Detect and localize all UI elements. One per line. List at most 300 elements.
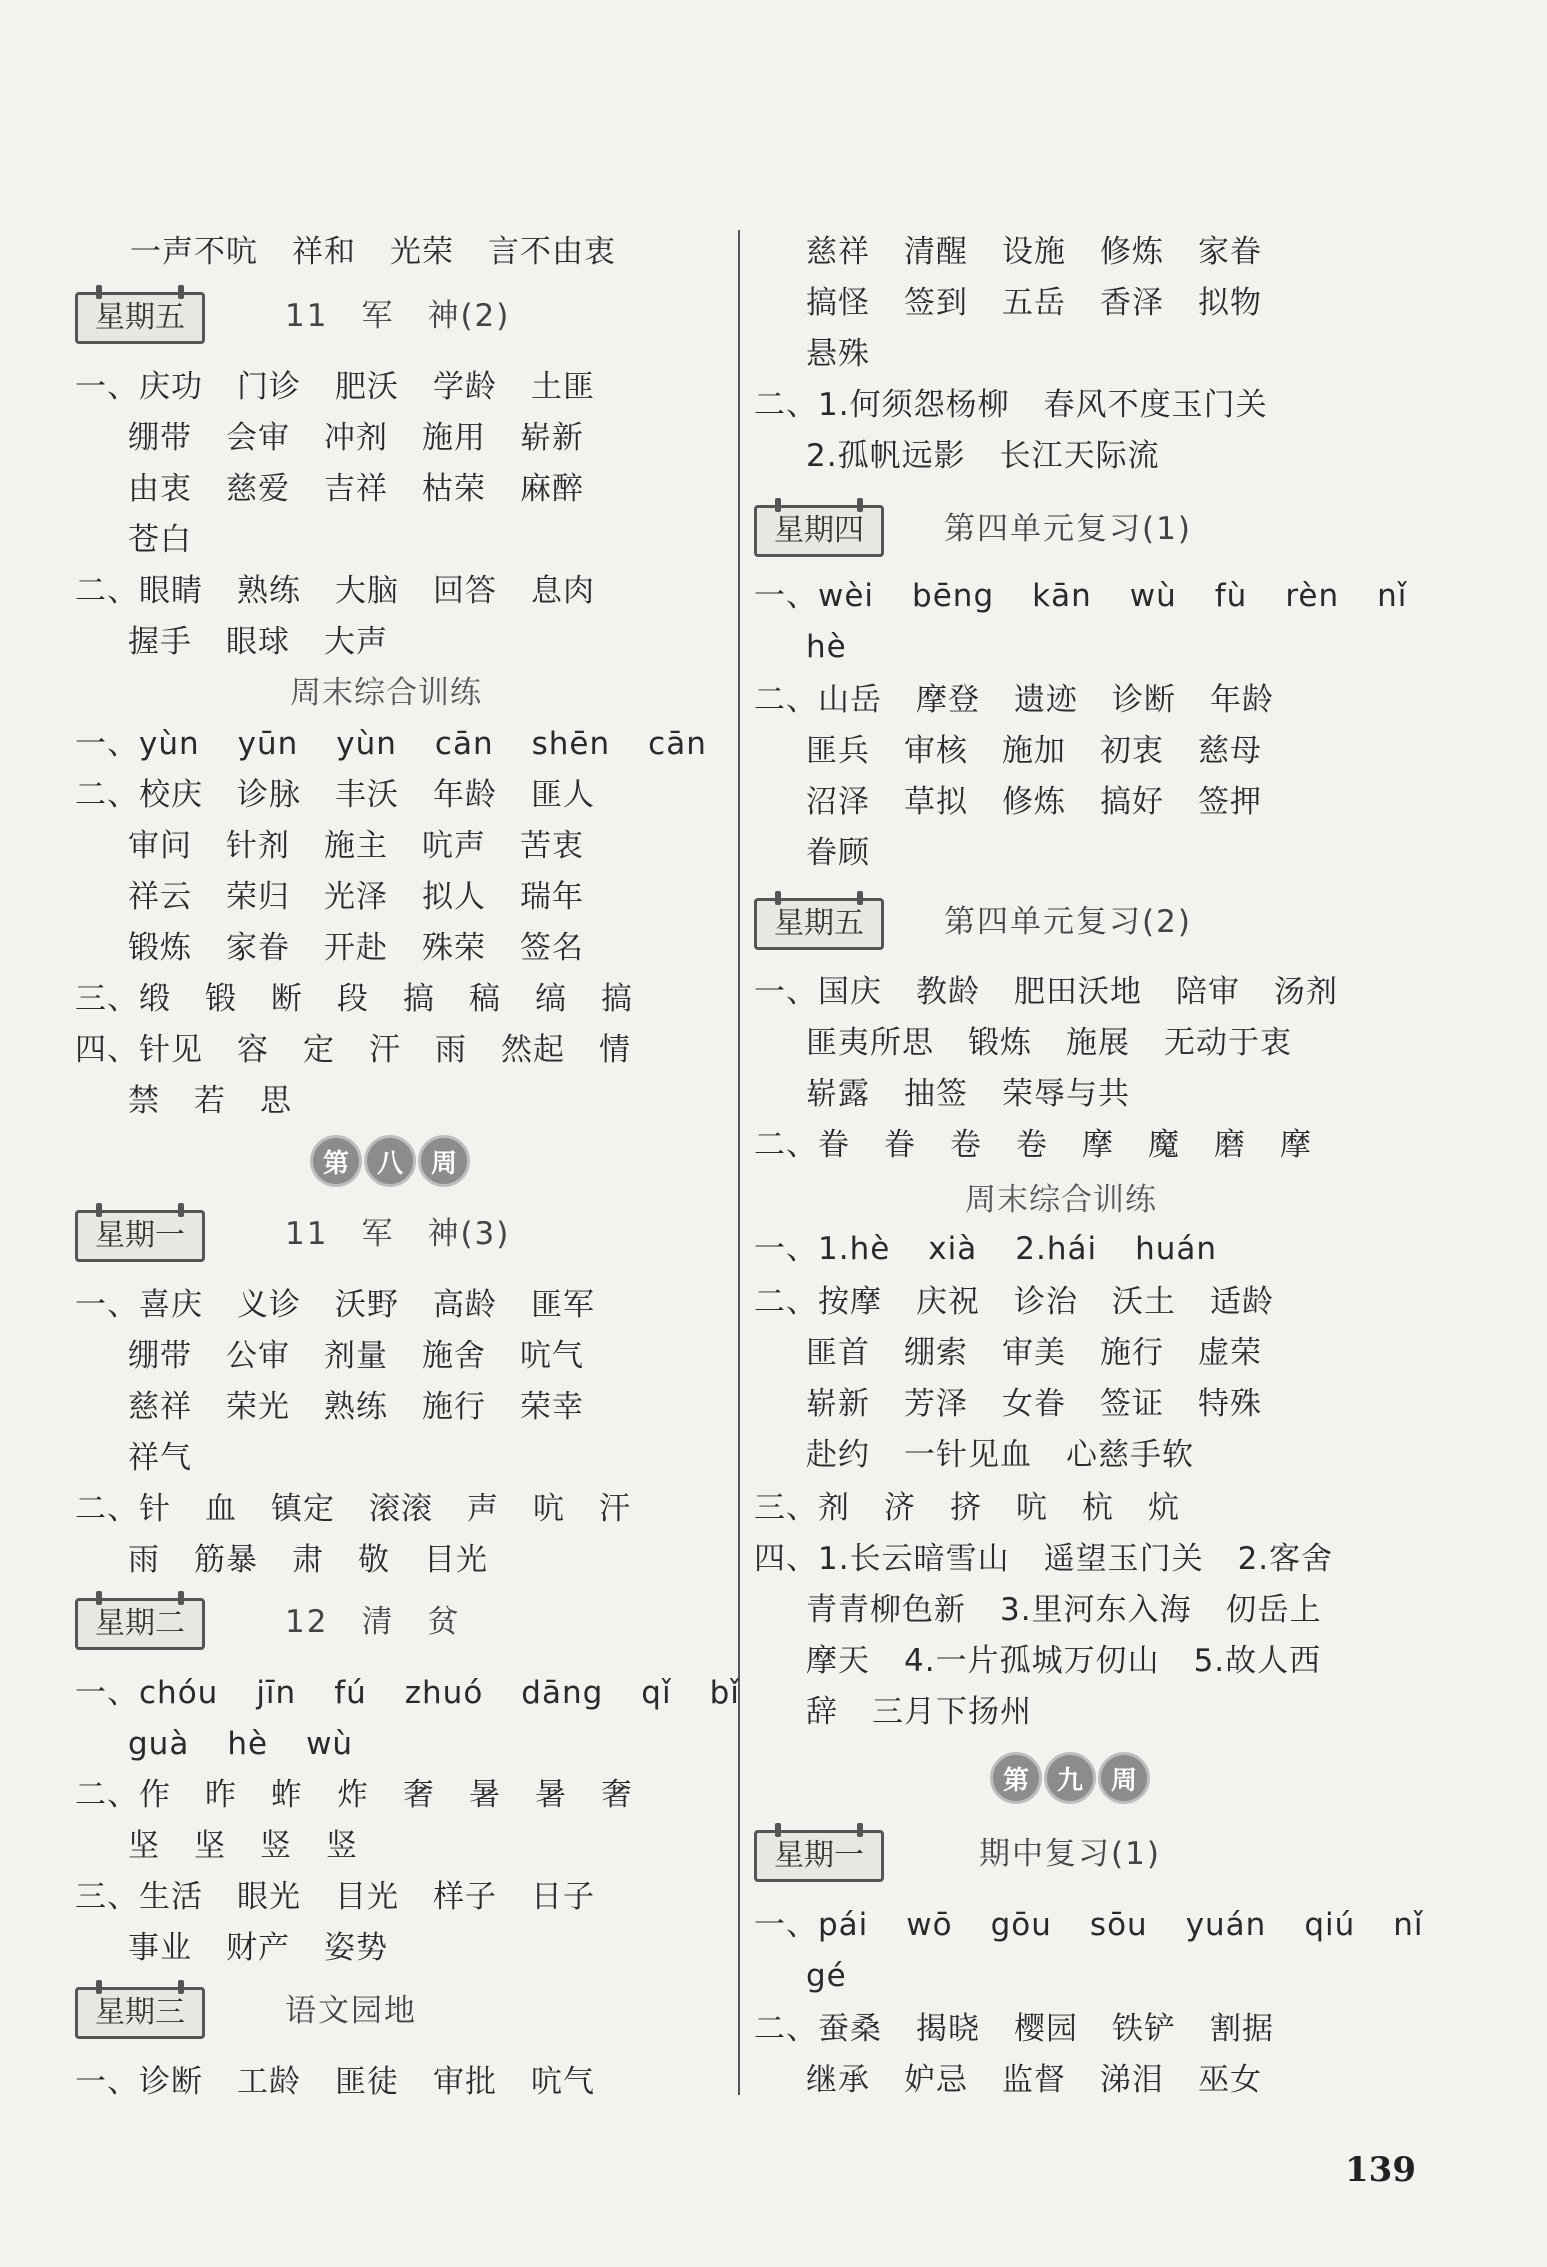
answer-word: 沼泽 xyxy=(806,784,870,820)
answer-word: 庆祝 xyxy=(916,1284,980,1320)
answer-word: 审问 xyxy=(128,828,192,864)
answer-word: 一、pái xyxy=(754,1907,869,1943)
answer-line xyxy=(128,1336,584,1376)
answer-word: 事业 xyxy=(128,1930,192,1966)
answer-word: 镇定 xyxy=(271,1491,335,1527)
answer-word: 心慈手软 xyxy=(1066,1437,1194,1473)
answer-word: 诊脉 xyxy=(237,777,301,813)
answer-word: 卷 xyxy=(1016,1127,1048,1163)
answer-word: 四、1.长云暗雪山 xyxy=(754,1541,1010,1577)
answer-word: 铁铲 xyxy=(1112,2011,1176,2047)
answer-word: 学龄 xyxy=(433,369,497,405)
answer-line xyxy=(806,1074,1130,1114)
day-header xyxy=(75,1987,715,2047)
answer-word: 锻炼 xyxy=(968,1025,1032,1061)
answer-line xyxy=(128,826,584,866)
answer-line xyxy=(806,1435,1194,1475)
answer-word: 奢 xyxy=(403,1777,435,1813)
answer-word: huán xyxy=(1135,1231,1218,1267)
answer-line xyxy=(128,928,584,968)
section-title: 周末综合训练 xyxy=(965,1182,1157,1218)
answer-word: 缟 xyxy=(535,981,567,1017)
answer-word: 搞 xyxy=(403,981,435,1017)
answer-line xyxy=(806,283,1262,323)
answer-word: 卷 xyxy=(950,1127,982,1163)
answer-word: 麻醉 xyxy=(520,471,584,507)
answer-word: 一、chóu xyxy=(75,1675,219,1711)
answer-word: 虚荣 xyxy=(1198,1335,1262,1371)
answer-word: 针剂 xyxy=(226,828,290,864)
answer-word: 三、剂 xyxy=(754,1490,850,1526)
answer-word: fù xyxy=(1214,578,1248,614)
day-badge: 星期三 xyxy=(75,1987,205,2039)
answer-word: hè xyxy=(806,629,847,665)
answer-word: 绷索 xyxy=(904,1335,968,1371)
answer-word: 二、眷 xyxy=(754,1127,850,1163)
answer-word: 悬殊 xyxy=(806,336,870,372)
answer-line xyxy=(128,469,584,509)
answer-word: 崭露 xyxy=(806,1076,870,1112)
answer-line xyxy=(806,833,870,873)
answer-word: 施行 xyxy=(422,1389,486,1425)
answer-word: 设施 xyxy=(1002,234,1066,270)
day-header xyxy=(754,505,1394,565)
answer-word: 诊断 xyxy=(1112,682,1176,718)
answer-line xyxy=(754,1229,1217,1269)
answer-word: nǐ xyxy=(1377,578,1408,614)
answer-word: 2.孤帆远影 xyxy=(806,438,966,474)
answer-word: 绷带 xyxy=(128,420,192,456)
answer-word: 雨 xyxy=(128,1542,160,1578)
answer-line xyxy=(754,1282,1274,1322)
answer-word: 若 xyxy=(194,1083,226,1119)
answer-word: 工龄 xyxy=(237,2064,301,2100)
answer-line xyxy=(806,1023,1292,1063)
answer-word: 土匪 xyxy=(531,369,595,405)
answer-word: yuán xyxy=(1185,1907,1267,1943)
answer-word: 签到 xyxy=(904,285,968,321)
answer-word: 匪夷所思 xyxy=(806,1025,934,1061)
answer-word: 竖 xyxy=(326,1828,358,1864)
answer-word: 眼球 xyxy=(226,624,290,660)
answer-word: 周 xyxy=(1098,1752,1150,1804)
day-badge: 星期五 xyxy=(754,898,884,950)
answer-word: 四、针见 xyxy=(75,1032,203,1068)
answer-word: 枯荣 xyxy=(422,471,486,507)
answer-word: 摩天 xyxy=(806,1643,870,1679)
answer-word: qiú xyxy=(1304,1907,1356,1943)
answer-word: 搞怪 xyxy=(806,285,870,321)
answer-word: 竖 xyxy=(260,1828,292,1864)
answer-word: 签证 xyxy=(1100,1386,1164,1422)
answer-word: 九 xyxy=(1044,1752,1096,1804)
answer-line xyxy=(75,1877,595,1917)
day-header xyxy=(75,1598,715,1658)
answer-word: 清醒 xyxy=(904,234,968,270)
day-badge: 星期五 xyxy=(75,292,205,344)
day-badge: 星期一 xyxy=(75,1210,205,1262)
answer-word: 奢 xyxy=(601,1777,633,1813)
answer-word: 二、作 xyxy=(75,1777,171,1813)
answer-word: 二、蚕桑 xyxy=(754,2011,882,2047)
answer-word: 由衷 xyxy=(128,471,192,507)
answer-word: 目光 xyxy=(335,1879,399,1915)
answer-word: 监督 xyxy=(1002,2062,1066,2098)
answer-word: 施加 xyxy=(1002,733,1066,769)
answer-word: 审批 xyxy=(433,2064,497,2100)
answer-word: 八 xyxy=(364,1135,416,1187)
answer-word: 抽签 xyxy=(904,1076,968,1112)
answer-word: wù xyxy=(1129,578,1177,614)
answer-word: zhuó xyxy=(404,1675,484,1711)
answer-word: hè xyxy=(227,1726,269,1762)
answer-word: 割据 xyxy=(1210,2011,1274,2047)
answer-line xyxy=(128,1540,488,1580)
answer-word: 2.hái xyxy=(1015,1231,1098,1267)
answer-line xyxy=(806,627,847,667)
answer-word: 初衷 xyxy=(1100,733,1164,769)
answer-line xyxy=(806,232,1262,272)
answer-word: gōu xyxy=(990,1907,1052,1943)
answer-word: 沃土 xyxy=(1112,1284,1176,1320)
answer-line xyxy=(754,2009,1274,2049)
answer-word: 适龄 xyxy=(1210,1284,1274,1320)
page-number: 139 xyxy=(1345,2150,1416,2190)
answer-word: rèn xyxy=(1285,578,1340,614)
answer-word: 匪徒 xyxy=(335,2064,399,2100)
answer-word: 暑 xyxy=(469,1777,501,1813)
answer-word: shēn xyxy=(531,726,611,762)
answer-word: 会审 xyxy=(226,420,290,456)
answer-word: 禁 xyxy=(128,1083,160,1119)
answer-word: 诊治 xyxy=(1014,1284,1078,1320)
answer-word: 公审 xyxy=(226,1338,290,1374)
answer-line xyxy=(754,576,1407,616)
answer-word: 二、山岳 xyxy=(754,682,882,718)
answer-word: 施舍 xyxy=(422,1338,486,1374)
answer-word: 炕 xyxy=(1148,1490,1180,1526)
answer-word: 大声 xyxy=(324,624,388,660)
answer-word: 3.里河东入海 xyxy=(1000,1592,1192,1628)
answer-word: 女眷 xyxy=(1002,1386,1066,1422)
lesson-title: 11 军 神(3) xyxy=(285,1216,511,1252)
answer-word: 坚 xyxy=(194,1828,226,1864)
answer-word: 目光 xyxy=(424,1542,488,1578)
answer-word: 声 xyxy=(467,1491,499,1527)
answer-word: cān xyxy=(434,726,494,762)
answer-line xyxy=(128,520,192,560)
answer-word: 三月下扬州 xyxy=(872,1694,1032,1730)
answer-word: 吭气 xyxy=(531,2064,595,2100)
answer-line xyxy=(806,1956,847,1996)
answer-word: 息肉 xyxy=(531,573,595,609)
answer-word: 情 xyxy=(599,1032,631,1068)
answer-line xyxy=(806,782,1262,822)
answer-word: 握手 xyxy=(128,624,192,660)
answer-word: 稿 xyxy=(469,981,501,1017)
answer-word: bēng xyxy=(912,578,995,614)
answer-word: 特殊 xyxy=(1198,1386,1262,1422)
answer-word: 香泽 xyxy=(1100,285,1164,321)
answer-word: 三、缎 xyxy=(75,981,171,1017)
day-header xyxy=(754,898,1394,958)
section-title: 周末综合训练 xyxy=(290,675,482,711)
answer-word: fú xyxy=(334,1675,367,1711)
answer-word: dāng xyxy=(521,1675,604,1711)
answer-word: 揭晓 xyxy=(916,2011,980,2047)
answer-line xyxy=(128,622,388,662)
answer-line xyxy=(75,2062,595,2102)
answer-word: 丰沃 xyxy=(335,777,399,813)
answer-word: 无动于衷 xyxy=(1164,1025,1292,1061)
answer-word: 摩登 xyxy=(916,682,980,718)
answer-word: 年龄 xyxy=(1210,682,1274,718)
answer-word: 妒忌 xyxy=(904,2062,968,2098)
answer-word: 熟练 xyxy=(324,1389,388,1425)
answer-word: 摩 xyxy=(1280,1127,1312,1163)
answer-word: 施行 xyxy=(1100,1335,1164,1371)
week-banner xyxy=(310,1135,470,1195)
answer-word: kān xyxy=(1032,578,1092,614)
answer-word: 二、校庆 xyxy=(75,777,203,813)
answer-word: 春风不度玉门关 xyxy=(1043,387,1268,423)
answer-word: 挤 xyxy=(950,1490,982,1526)
answer-word: 光荣 xyxy=(390,234,454,270)
answer-word: yùn xyxy=(336,726,397,762)
answer-word: 一、喜庆 xyxy=(75,1287,203,1323)
answer-word: 仞岳上 xyxy=(1225,1592,1322,1628)
answer-line xyxy=(128,1387,584,1427)
answer-word: 高龄 xyxy=(433,1287,497,1323)
answer-word: 二、1.何须怨杨柳 xyxy=(754,387,1010,423)
column-divider xyxy=(738,230,740,2095)
answer-word: 义诊 xyxy=(237,1287,301,1323)
answer-line xyxy=(754,385,1268,425)
answer-word: 慈祥 xyxy=(806,234,870,270)
answer-word: 一、诊断 xyxy=(75,2064,203,2100)
answer-word: 滚滚 xyxy=(369,1491,433,1527)
answer-word: 三、生活 xyxy=(75,1879,203,1915)
answer-word: 杭 xyxy=(1082,1490,1114,1526)
answer-word: 冲剂 xyxy=(324,420,388,456)
lesson-title: 11 军 神(2) xyxy=(285,298,511,334)
answer-word: 慈爱 xyxy=(226,471,290,507)
answer-word: 摩 xyxy=(1082,1127,1114,1163)
answer-line xyxy=(128,1826,358,1866)
answer-word: 然起 xyxy=(501,1032,565,1068)
answer-line xyxy=(75,1489,631,1529)
lesson-title: 第四单元复习(2) xyxy=(944,904,1192,940)
answer-word: 雨 xyxy=(435,1032,467,1068)
answer-word: 苍白 xyxy=(128,522,192,558)
week-banner xyxy=(990,1752,1150,1812)
answer-word: bǐ xyxy=(709,1675,740,1711)
answer-word: 审美 xyxy=(1002,1335,1066,1371)
answer-word: 眼光 xyxy=(237,1879,301,1915)
answer-line xyxy=(75,1775,633,1815)
answer-line xyxy=(806,731,1262,771)
answer-line xyxy=(75,571,595,611)
answer-word: 施展 xyxy=(1066,1025,1130,1061)
answer-word: 炸 xyxy=(337,1777,369,1813)
answer-line xyxy=(75,1030,631,1070)
answer-word: 锻炼 xyxy=(128,930,192,966)
answer-line xyxy=(754,1905,1424,1945)
answer-word: 辞 xyxy=(806,1694,838,1730)
answer-line xyxy=(75,979,633,1019)
answer-word: 样子 xyxy=(433,1879,497,1915)
answer-word: 汗 xyxy=(599,1491,631,1527)
answer-word: 修炼 xyxy=(1100,234,1164,270)
answer-word: 家眷 xyxy=(1198,234,1262,270)
answer-line xyxy=(806,2060,1262,2100)
answer-word: 熟练 xyxy=(237,573,301,609)
answer-word: 青青柳色新 xyxy=(806,1592,966,1628)
answer-word: 门诊 xyxy=(237,369,301,405)
answer-word: 草拟 xyxy=(904,784,968,820)
answer-word: 教龄 xyxy=(916,974,980,1010)
answer-word: 遥望玉门关 xyxy=(1043,1541,1204,1577)
answer-word: 二、针 xyxy=(75,1491,171,1527)
answer-word: 崭新 xyxy=(520,420,584,456)
answer-word: 家眷 xyxy=(226,930,290,966)
answer-word: 祥和 xyxy=(292,234,356,270)
day-badge: 星期四 xyxy=(754,505,884,557)
answer-word: 血 xyxy=(205,1491,237,1527)
answer-word: 慈母 xyxy=(1198,733,1262,769)
answer-word: 沃野 xyxy=(335,1287,399,1323)
answer-word: 签押 xyxy=(1198,784,1262,820)
answer-word: 吭 xyxy=(1016,1490,1048,1526)
answer-line xyxy=(128,1438,192,1478)
answer-word: 搞 xyxy=(601,981,633,1017)
answer-line xyxy=(130,232,616,272)
answer-word: 施用 xyxy=(422,420,486,456)
answer-word: 昨 xyxy=(205,1777,237,1813)
answer-word: 签名 xyxy=(520,930,584,966)
answer-line xyxy=(754,972,1338,1012)
answer-word: 思 xyxy=(260,1083,292,1119)
answer-word: 2.客舍 xyxy=(1237,1541,1334,1577)
answer-word: 匪军 xyxy=(531,1287,595,1323)
answer-word: 祥云 xyxy=(128,879,192,915)
answer-word: 剂量 xyxy=(324,1338,388,1374)
answer-word: 搞好 xyxy=(1100,784,1164,820)
answer-line xyxy=(75,1673,740,1713)
answer-word: 肥沃 xyxy=(335,369,399,405)
answer-word: 一声不吭 xyxy=(130,234,258,270)
answer-word: 日子 xyxy=(531,1879,595,1915)
answer-word: 第 xyxy=(310,1135,362,1187)
answer-line xyxy=(806,334,870,374)
answer-word: 继承 xyxy=(806,2062,870,2098)
answer-line xyxy=(754,1125,1312,1165)
answer-word: 长江天际流 xyxy=(999,438,1160,474)
answer-word: 一、庆功 xyxy=(75,369,203,405)
answer-word: 陪审 xyxy=(1176,974,1240,1010)
answer-word: 一、yùn xyxy=(75,726,200,762)
answer-word: 拟人 xyxy=(422,879,486,915)
answer-word: 吭声 xyxy=(422,828,486,864)
answer-word: 二、眼睛 xyxy=(75,573,203,609)
day-badge: 星期一 xyxy=(754,1830,884,1882)
answer-word: qǐ xyxy=(641,1675,672,1711)
answer-word: 一、1.hè xyxy=(754,1231,891,1267)
answer-word: 开赴 xyxy=(324,930,388,966)
lesson-title: 第四单元复习(1) xyxy=(944,511,1192,547)
lesson-title: 期中复习(1) xyxy=(979,1836,1161,1872)
answer-word: 光泽 xyxy=(324,879,388,915)
answer-word: 大脑 xyxy=(335,573,399,609)
answer-word: 吭气 xyxy=(520,1338,584,1374)
answer-word: 二、按摩 xyxy=(754,1284,882,1320)
answer-word: 芳泽 xyxy=(904,1386,968,1422)
answer-word: 断 xyxy=(271,981,303,1017)
answer-word: 锻 xyxy=(205,981,237,1017)
answer-word: 敬 xyxy=(358,1542,390,1578)
answer-word: 济 xyxy=(884,1490,916,1526)
answer-word: 眷 xyxy=(884,1127,916,1163)
answer-word: 坚 xyxy=(128,1828,160,1864)
answer-word: cān xyxy=(648,726,707,762)
day-header xyxy=(754,1830,1394,1890)
answer-word: 周 xyxy=(418,1135,470,1187)
answer-word: 荣归 xyxy=(226,879,290,915)
answer-word: 回答 xyxy=(433,573,497,609)
answer-word: xià xyxy=(928,1231,978,1267)
answer-word: 暑 xyxy=(535,1777,567,1813)
answer-word: 肃 xyxy=(292,1542,324,1578)
answer-word: 五岳 xyxy=(1002,285,1066,321)
answer-word: 绷带 xyxy=(128,1338,192,1374)
answer-word: nǐ xyxy=(1393,1907,1424,1943)
answer-line xyxy=(128,877,584,917)
lesson-title: 12 清 贫 xyxy=(285,1604,461,1640)
answer-word: 赴约 xyxy=(806,1437,870,1473)
answer-word: yūn xyxy=(237,726,299,762)
answer-word: 一针见血 xyxy=(904,1437,1032,1473)
answer-word: 殊荣 xyxy=(422,930,486,966)
answer-word: guà xyxy=(128,1726,190,1762)
answer-word: 涕泪 xyxy=(1100,2062,1164,2098)
answer-word: 祥气 xyxy=(128,1440,192,1476)
answer-word: 第 xyxy=(990,1752,1042,1804)
answer-line xyxy=(806,1384,1262,1424)
answer-word: 汗 xyxy=(369,1032,401,1068)
answer-word: 容 xyxy=(237,1032,269,1068)
answer-word: 匪人 xyxy=(531,777,595,813)
answer-word: 樱园 xyxy=(1014,2011,1078,2047)
lesson-title: 语文园地 xyxy=(285,1993,417,2029)
answer-word: 4.一片孤城万仞山 xyxy=(904,1643,1160,1679)
answer-word: 巫女 xyxy=(1198,2062,1262,2098)
answer-word: 审核 xyxy=(904,733,968,769)
answer-word: 言不由衷 xyxy=(488,234,616,270)
answer-word: 慈祥 xyxy=(128,1389,192,1425)
answer-word: wù xyxy=(306,1726,354,1762)
answer-line xyxy=(754,680,1274,720)
answer-line xyxy=(806,436,1160,476)
answer-word: 段 xyxy=(337,981,369,1017)
answer-line xyxy=(806,1333,1262,1373)
answer-line xyxy=(128,418,584,458)
answer-line xyxy=(75,1285,595,1325)
answer-word: 崭新 xyxy=(806,1386,870,1422)
answer-word: jīn xyxy=(256,1675,297,1711)
day-badge: 星期二 xyxy=(75,1598,205,1650)
answer-word: 一、wèi xyxy=(754,578,875,614)
answer-word: 修炼 xyxy=(1002,784,1066,820)
